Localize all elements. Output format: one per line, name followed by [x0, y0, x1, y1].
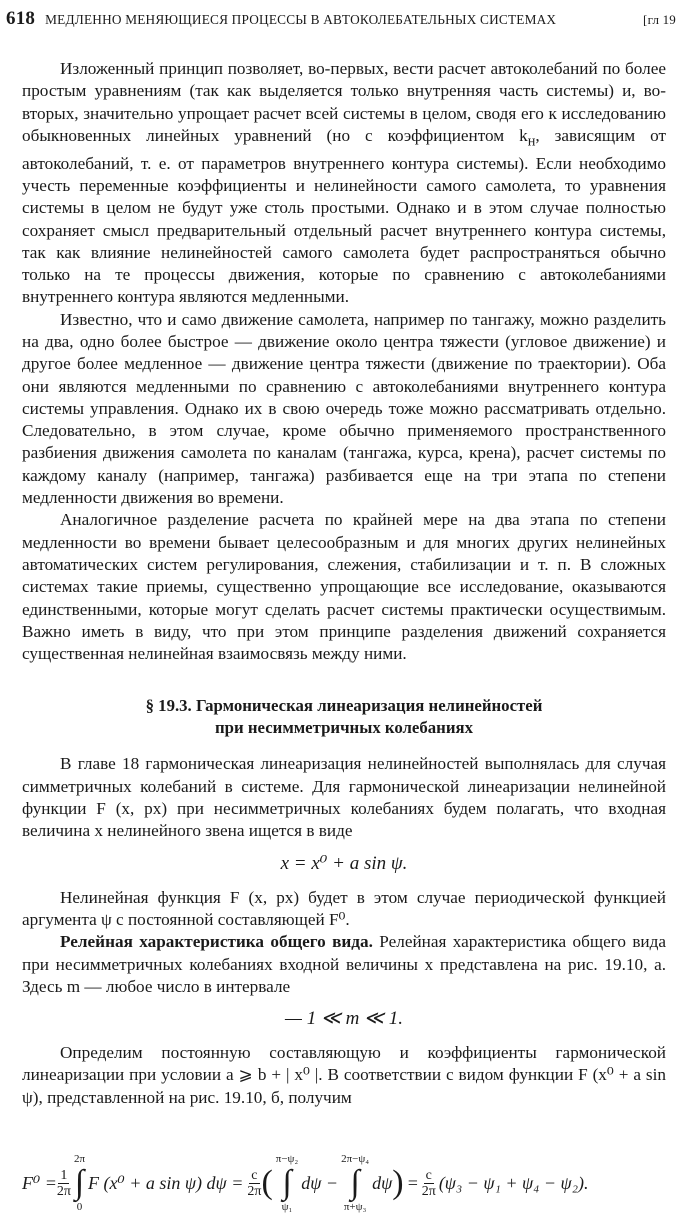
- integrand-3: dψ: [372, 1172, 393, 1193]
- integral-1: 2π ∫ 0: [73, 1153, 85, 1214]
- formula-interval: — 1 ≪ m ≪ 1.: [285, 1008, 403, 1030]
- left-paren: (: [261, 1164, 273, 1202]
- paragraph-3: Аналогичное разделение расчета по крайней мере на два этапа по степени медленности во времени бывает целесообразным и для многих других нелинейных автоматических систем регулирования, слежения, стабилизации и т. п. В сложных системах такие приемы, существенно упрощающие все исследование, оказываются единственными, которые могут сделать расчет системы практически осуществимым. Важно иметь в виду, что при этом принципе разделения движений сохраняется существенная нелинейная взаимосвязь между ними.: [22, 510, 666, 664]
- integral-1-upper: 2π: [73, 1153, 85, 1166]
- section-heading: [22, 695, 666, 739]
- fraction-2-numerator: c: [251, 1167, 258, 1183]
- fraction-1-numerator: 1: [60, 1167, 68, 1183]
- integral-3-lower: π+ψ₃: [343, 1201, 367, 1214]
- page-number: 618: [6, 8, 36, 29]
- integral-3-upper: 2π−ψ₄: [341, 1153, 370, 1166]
- fraction-3: [422, 1168, 436, 1199]
- right-paren: ): [392, 1164, 404, 1202]
- paragraph-1-rest: , зависящим от автоколебаний, т. е. от параметров внутреннего контура системы). Если необходимо учесть переменные коэффициенты и нелинейности самого самолета, то уравнения системы в целом не будут уже столь простыми. Однако и в этом случае полностью сохраняет смысл предварительный отдельный расчет внутреннего контура системы, так как влияние нелинейностей самого самолета будет распространяться обычно только на те процессы движения, которые по сравнению с автоколебаниями внутреннего контура являются медленными.: [22, 125, 666, 307]
- paragraph-6: [22, 931, 666, 998]
- formula-lhs: F⁰ =: [22, 1172, 57, 1193]
- integral-2-lower: ψ₁: [281, 1201, 293, 1214]
- integral-3: 2π−ψ₄ ∫ π+ψ₃: [341, 1153, 370, 1214]
- formula-constant-component: [22, 1123, 666, 1223]
- section-heading-line-1: § 19.3. Гармоническая линеаризация нелинейностей: [145, 696, 543, 716]
- integrand-1: F (x⁰ + a sin ψ) dψ =: [88, 1172, 244, 1193]
- integral-1-lower: 0: [76, 1201, 83, 1214]
- formula-equals: =: [406, 1172, 419, 1193]
- paragraph-6-bold-lead: Релейная характеристика общего вида.: [60, 932, 373, 952]
- paragraph-4: В главе 18 гармоническая линеаризация нелинейностей выполнялась для случая симметричных колебаний в системе. Для гармонической линеаризации нелинейной функции F (x, px) при несимметричных колебаниях будем полагать, что входная величина x нелинейного звена ищется в виде: [22, 754, 666, 841]
- chapter-marker: [гл 19: [643, 12, 676, 27]
- paragraph-1-text: Изложенный принцип позволяет, во-первых, вести расчет автоколебаний по более простым уравнениям (так как выделяется только внутренняя часть системы) и, во-вторых, значительно упрощает расчет всей системы в целом, сводя его к исследованию обыкновенных линейных уравнений (но с коэффициентом k: [22, 59, 666, 145]
- fraction-2-denominator: 2π: [247, 1183, 262, 1199]
- fraction-2: [247, 1168, 261, 1199]
- fraction-1: [57, 1168, 71, 1199]
- fraction-3-denominator: 2π: [421, 1183, 436, 1199]
- paragraph-2: Известно, что и само движение самолета, например по тангажу, можно разделить на два, одно более быстрое — движение около центра тяжести (угловое движение) и другое более медленное — движение центра тяжести (движение по траектории). Оба они являются медленными по сравнению с автоколебаниями внутреннего контура системы управления. Однако их в свою очередь тоже можно рассматривать отдельно. Следовательно, в этом случае, кроме обычно применяемого пространственного разбиения движения самолета по каналам (тангажа, курса, крена), расчет системы по каждому каналу (например, тангажа) разбивается еще на три этапа по степени медленности движения во времени.: [22, 309, 666, 508]
- running-title: МЕДЛЕННО МЕНЯЮЩИЕСЯ ПРОЦЕССЫ В АВТОКОЛЕБАТЕЛЬНЫХ СИСТЕМАХ: [45, 12, 557, 27]
- paragraph-7: Определим постоянную составляющую и коэффициенты гармонической линеаризации при условии a ⩾ b + | x⁰ |. В соответствии с видом функции F (x⁰ + a sin ψ), представленной на рис. 19.10, б, получим: [22, 1043, 666, 1107]
- fraction-1-denominator: 2π: [56, 1183, 71, 1199]
- integral-2-upper: π−ψ₂: [275, 1153, 299, 1166]
- page-body: [22, 58, 666, 1223]
- fraction-3-numerator: c: [425, 1167, 432, 1183]
- formula-input: x = x⁰ + a sin ψ.: [280, 852, 408, 874]
- k-subscript: н: [527, 133, 536, 150]
- integrand-2: dψ −: [301, 1172, 339, 1193]
- formula-result: (ψ₃ − ψ₁ + ψ₄ − ψ₂).: [438, 1172, 589, 1193]
- paragraph-1: [22, 58, 666, 309]
- paragraph-6-text: Релейная характеристика общего вида при несимметричных колебаниях входной величины x представлена на рис. 19.10, а. Здесь m — любое число в интервале: [22, 932, 667, 996]
- integral-2: π−ψ₂ ∫ ψ₁: [275, 1153, 299, 1214]
- section-heading-line-2: при несимметричных колебаниях: [215, 718, 473, 738]
- paragraph-5: Нелинейная функция F (x, px) будет в этом случае периодической функцией аргумента ψ с постоянной составляющей F⁰.: [22, 887, 666, 929]
- running-header: [6, 8, 676, 30]
